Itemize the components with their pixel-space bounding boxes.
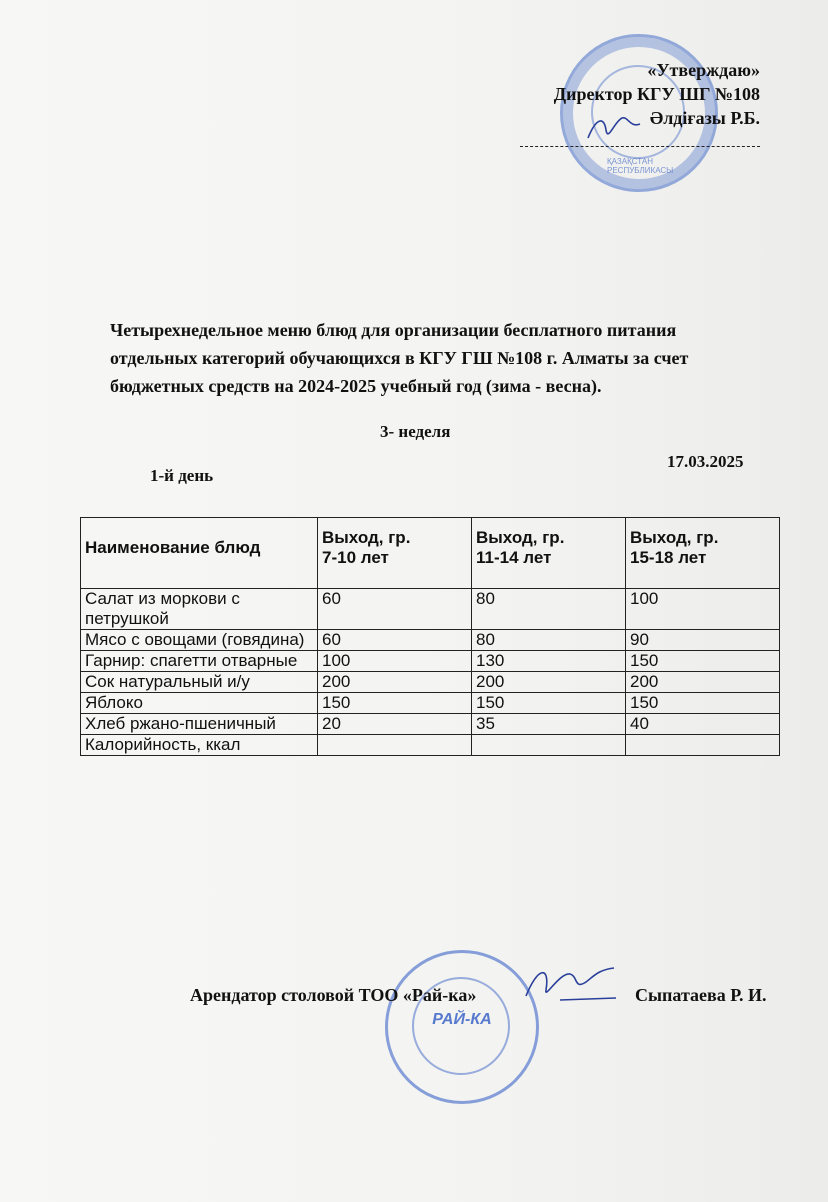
header-yield-11-14 (472, 518, 626, 589)
yield-15-18 (626, 735, 780, 756)
header-yield-label: Выход, гр. (322, 528, 411, 547)
yield-11-14 (472, 735, 626, 756)
approval-heading: «Утверждаю» (647, 60, 760, 80)
header-yield-15-18 (626, 518, 780, 589)
yield-15-18: 150 (626, 651, 780, 672)
header-age-range: 11-14 лет (476, 548, 552, 567)
yield-7-10: 100 (318, 651, 472, 672)
yield-11-14: 80 (472, 630, 626, 651)
approval-name: Әлдіғазы Р.Б. (649, 108, 760, 128)
yield-15-18: 100 (626, 589, 780, 630)
header-dish-name: Наименование блюд (81, 518, 318, 589)
yield-15-18: 150 (626, 693, 780, 714)
signature-line (520, 132, 760, 147)
table-row (81, 735, 780, 756)
company-seal (385, 950, 539, 1104)
approval-block (520, 58, 760, 147)
yield-15-18: 200 (626, 672, 780, 693)
table-row (81, 714, 780, 735)
yield-7-10: 20 (318, 714, 472, 735)
approval-position: Директор КГУ ШГ №108 (553, 84, 760, 104)
yield-11-14: 130 (472, 651, 626, 672)
yield-7-10: 200 (318, 672, 472, 693)
yield-7-10: 60 (318, 589, 472, 630)
yield-11-14: 80 (472, 589, 626, 630)
menu-date: 17.03.2025 (667, 452, 744, 471)
table-row (81, 693, 780, 714)
dish-name: Салат из моркови с петрушкой (81, 589, 318, 630)
yield-15-18: 90 (626, 630, 780, 651)
seal-text: ҚАЗАҚСТАН РЕСПУБЛИКАСЫ (607, 157, 674, 175)
tenant-person: Сыпатаева Р. И. (635, 985, 767, 1005)
menu-table (80, 517, 780, 756)
tenant-company: Арендатор столовой ТОО «Рай-ка» (190, 985, 477, 1005)
document-title: Четырехнедельное меню блюд для организации бесплатного питания отдельных категорий обучающихся в КГУ ГШ №108 г. Алматы за счет бюджетных средств на 2024-2025 учебный год (зима - весна). (110, 320, 689, 396)
header-age-range: 7-10 лет (322, 548, 389, 567)
seal-logo-text: РАЙ-КА (432, 1011, 492, 1028)
yield-7-10: 150 (318, 693, 472, 714)
dish-name: Калорийность, ккал (81, 735, 318, 756)
dish-name: Яблоко (81, 693, 318, 714)
header-yield-7-10 (318, 518, 472, 589)
header-age-range: 15-18 лет (630, 548, 707, 567)
yield-15-18: 40 (626, 714, 780, 735)
table-row (81, 651, 780, 672)
dish-name: Хлеб ржано-пшеничный (81, 714, 318, 735)
header-yield-label: Выход, гр. (476, 528, 565, 547)
day-label: 1-й день (150, 466, 214, 485)
dish-name: Мясо с овощами (говядина) (81, 630, 318, 651)
yield-7-10 (318, 735, 472, 756)
yield-11-14: 150 (472, 693, 626, 714)
dish-name: Гарнир: спагетти отварные (81, 651, 318, 672)
tenant-signature (520, 960, 620, 1010)
dish-name: Сок натуральный и/у (81, 672, 318, 693)
table-row (81, 589, 780, 630)
table-header-row (81, 518, 780, 589)
yield-11-14: 200 (472, 672, 626, 693)
week-label: 3- неделя (380, 422, 451, 441)
yield-11-14: 35 (472, 714, 626, 735)
table-row (81, 630, 780, 651)
header-yield-label: Выход, гр. (630, 528, 719, 547)
table-row (81, 672, 780, 693)
yield-7-10: 60 (318, 630, 472, 651)
